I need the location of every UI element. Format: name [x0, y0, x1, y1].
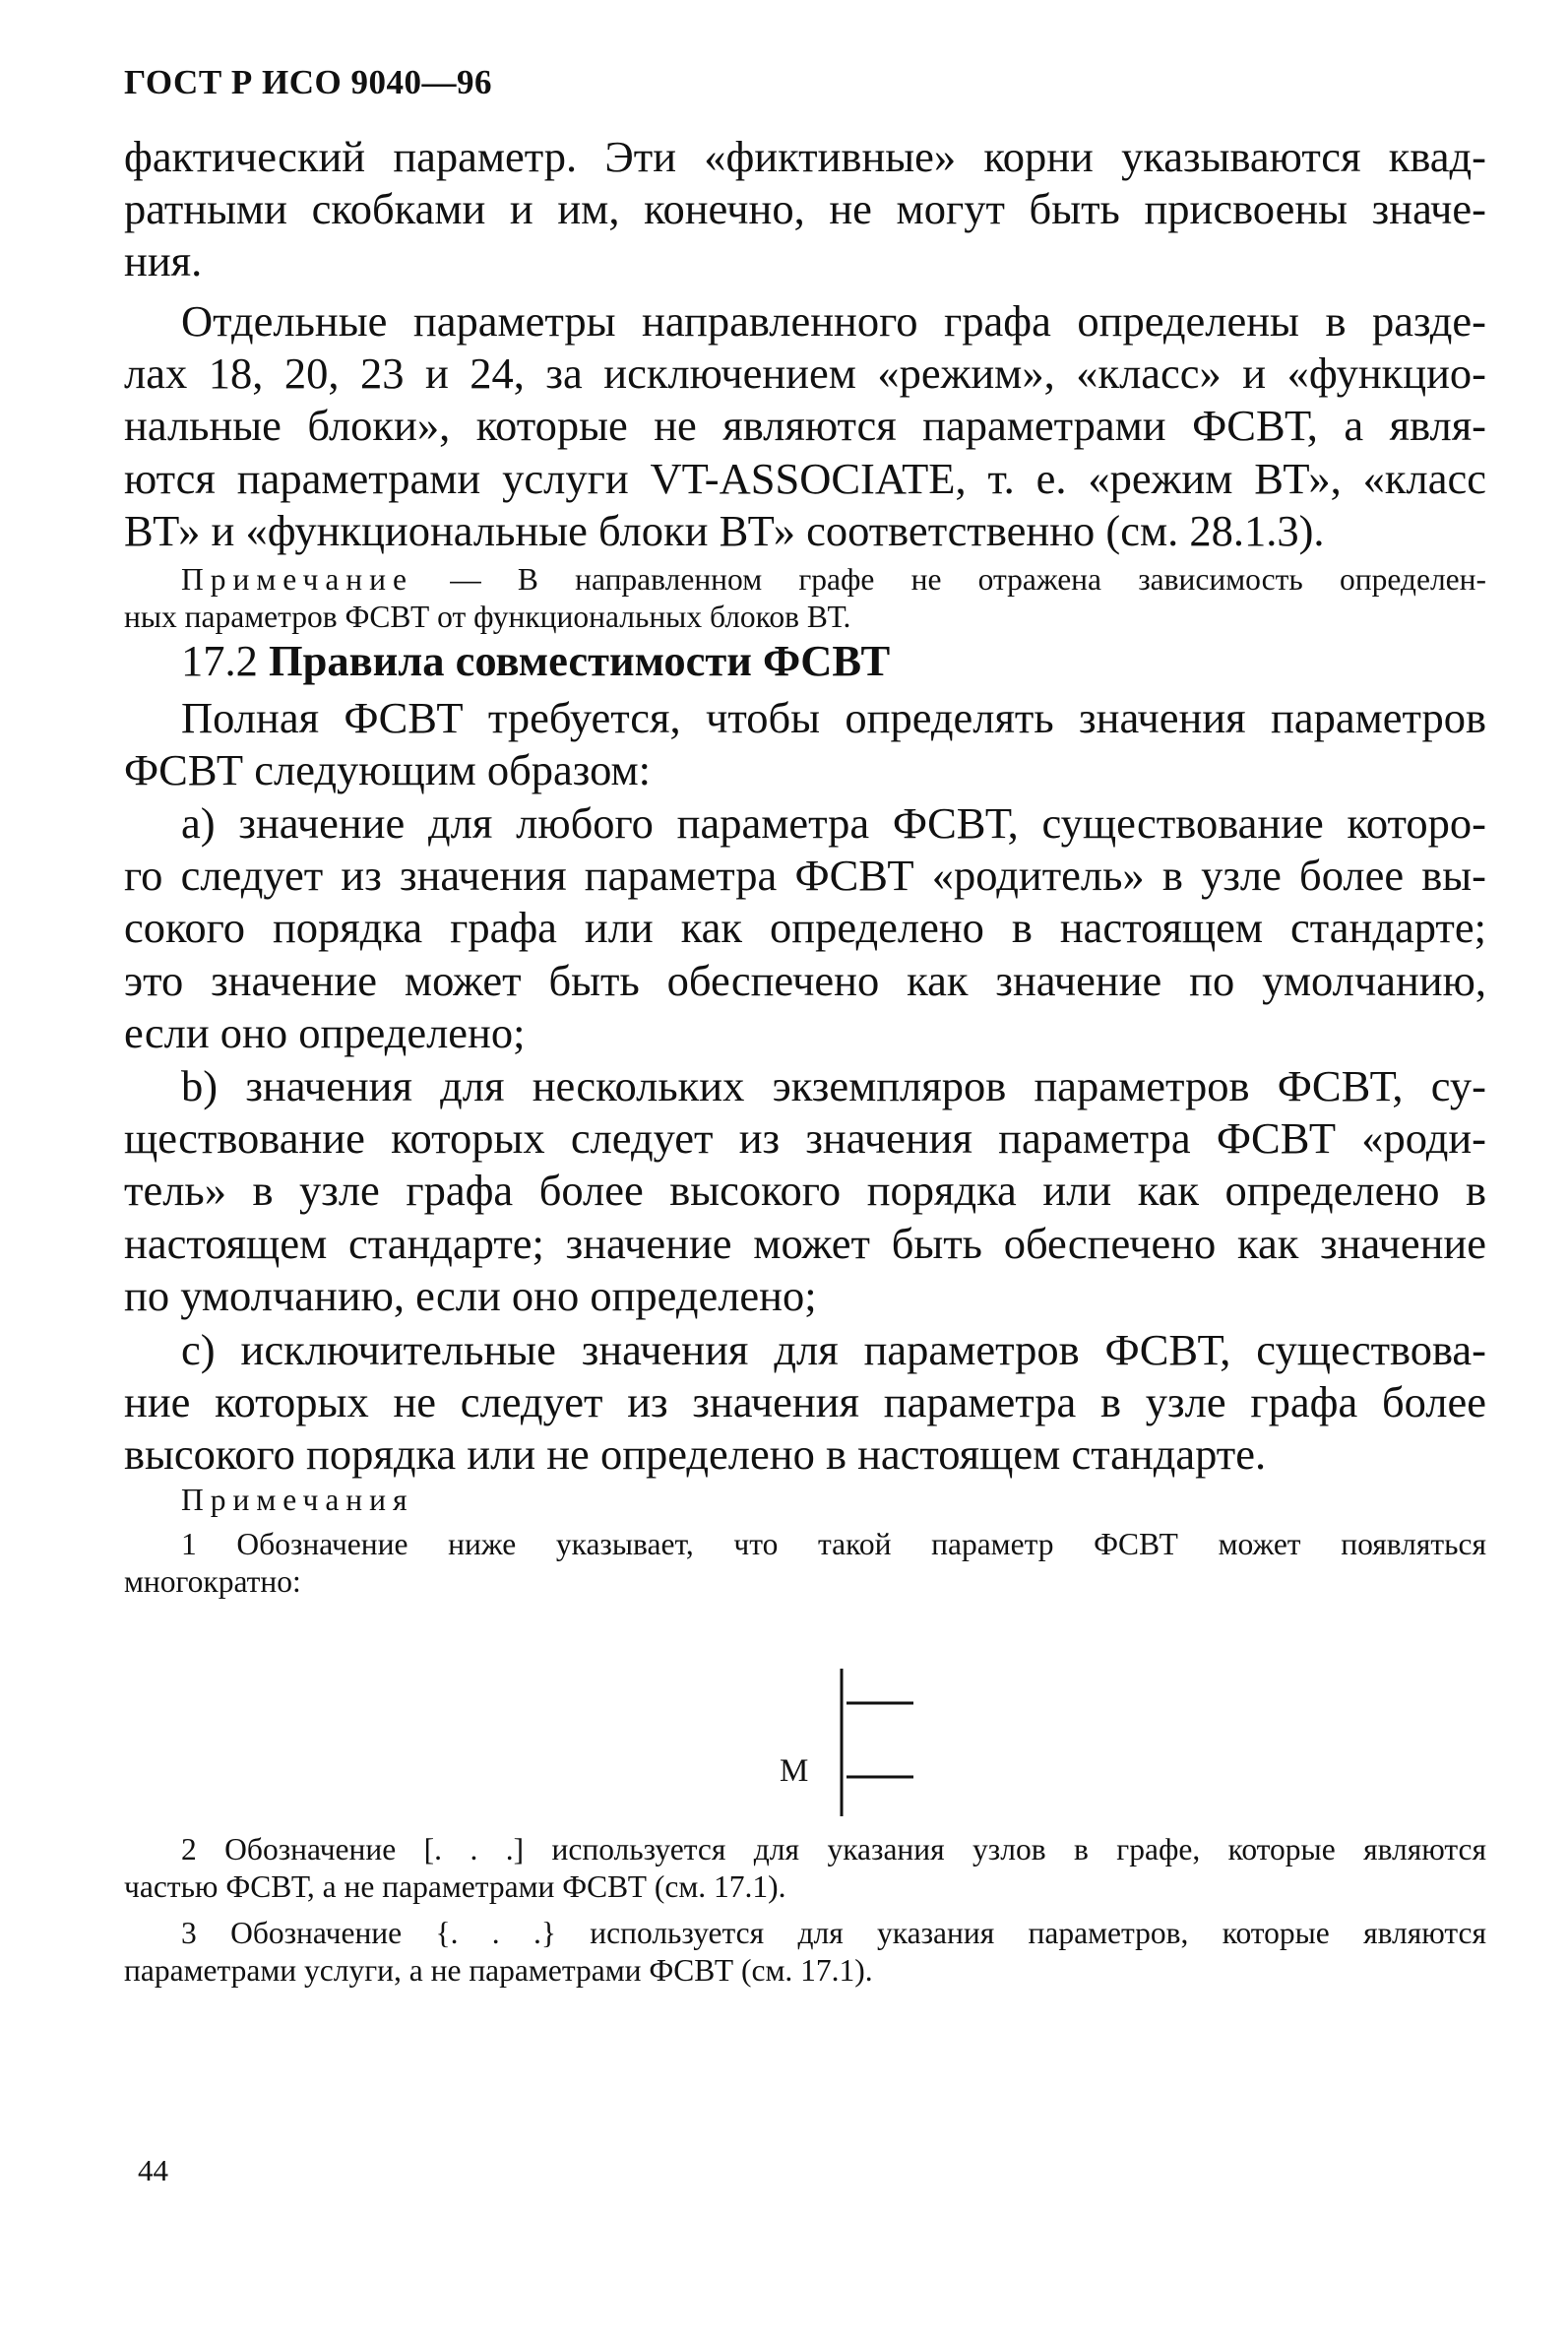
note-line: ных параметров ФСВТ от функциональных блоков ВТ. [124, 600, 851, 634]
text-line: лах 18, 20, 23 и 24, за исключением «режим», «класс» и «функцио- [124, 348, 1486, 399]
text-line: ния. [124, 236, 203, 286]
note-graph [124, 561, 1486, 636]
text-line: Отдельные параметры направленного графа определены в разде- [181, 296, 1486, 346]
document-header: ГОСТ Р ИСО 9040—96 [124, 63, 493, 101]
text-line: фактический параметр. Эти «фиктивные» корни указываются квад- [124, 132, 1486, 181]
multiplicity-symbol [768, 1669, 984, 1816]
page-number: 44 [138, 2153, 168, 2187]
paragraph-graph-parameters [124, 295, 1486, 557]
note-label: Примечание [181, 562, 414, 597]
notes-label: Примечания [181, 1483, 414, 1517]
text-line: это значение может быть обеспечено как значение по умолчанию, [124, 955, 1486, 1005]
notes-heading [124, 1482, 1486, 1519]
note-brackets [124, 1831, 1486, 1906]
section-heading [124, 635, 1486, 687]
note-line: частью ФСВТ, а не параметрами ФСВТ (см. 17.1). [124, 1869, 786, 1904]
note-line: параметрами услуги, а не параметрами ФСВТ (см. 17.1). [124, 1953, 873, 1988]
text-line: ФСВТ следующим образом: [124, 745, 651, 795]
text-line: ние которых не следует из значения параметра в узле графа более [124, 1377, 1486, 1427]
note-line [124, 561, 1486, 599]
note-multiple [124, 1526, 1486, 1601]
note-line: 2 Обозначение [. . .] используется для указания узлов в графе, которые являются [181, 1832, 1486, 1866]
note-text: — В направленном графе не отражена зависимость определен- [413, 562, 1486, 597]
note-line: 3 Обозначение {. . .} используется для указания параметров, которые являются [181, 1916, 1486, 1950]
text-line: настоящем стандарте; значение может быть обеспечено как значение [124, 1218, 1486, 1268]
text-line: с) исключительные значения для параметров ФСВТ, существова- [181, 1325, 1486, 1374]
list-item-a [124, 797, 1486, 1059]
section-number: 17.2 [181, 636, 258, 685]
text-line: ВТ» и «функциональные блоки ВТ» соответственно (см. 28.1.3). [124, 505, 1325, 555]
text-line: по умолчанию, если оно определено; [124, 1270, 817, 1320]
note-line: 1 Обозначение ниже указывает, что такой параметр ФСВТ может появляться [181, 1527, 1486, 1561]
text-line: а) значение для любого параметра ФСВТ, существование которо- [181, 798, 1486, 848]
text-line: если оно определено; [124, 1007, 526, 1057]
text-line: го следует из значения параметра ФСВТ «родитель» в узле более вы- [124, 851, 1486, 901]
text-line: ществование которых следует из значения параметра ФСВТ «роди- [124, 1113, 1486, 1164]
list-item-c [124, 1324, 1486, 1482]
note-braces [124, 1915, 1486, 1990]
paragraph-full-fsvt [124, 692, 1486, 796]
note-line: многократно: [124, 1564, 301, 1599]
paragraph-continuation [124, 131, 1486, 288]
multiplicity-diagram [768, 1669, 984, 1816]
list-item-b [124, 1060, 1486, 1322]
diagram-label: М [780, 1753, 809, 1789]
text-line: ются параметрами услуги VT-ASSOCIATE, т. е. «режим ВТ», «класс [124, 453, 1486, 503]
text-line: Полная ФСВТ требуется, чтобы определять значения параметров [181, 693, 1486, 742]
text-line: нальные блоки», которые не являются параметрами ФСВТ, а явля- [124, 401, 1486, 451]
text-line: b) значения для нескольких экземпляров параметров ФСВТ, су- [181, 1061, 1486, 1110]
text-line: сокого порядка графа или как определено в настоящем стандарте; [124, 903, 1486, 953]
text-line: высокого порядка или не определено в настоящем стандарте. [124, 1429, 1267, 1480]
text-line: тель» в узле графа более высокого порядка или как определено в [124, 1166, 1486, 1216]
section-title: Правила совместимости ФСВТ [269, 636, 891, 685]
text-line: ратными скобками и им, конечно, не могут быть присвоены значе- [124, 184, 1486, 234]
